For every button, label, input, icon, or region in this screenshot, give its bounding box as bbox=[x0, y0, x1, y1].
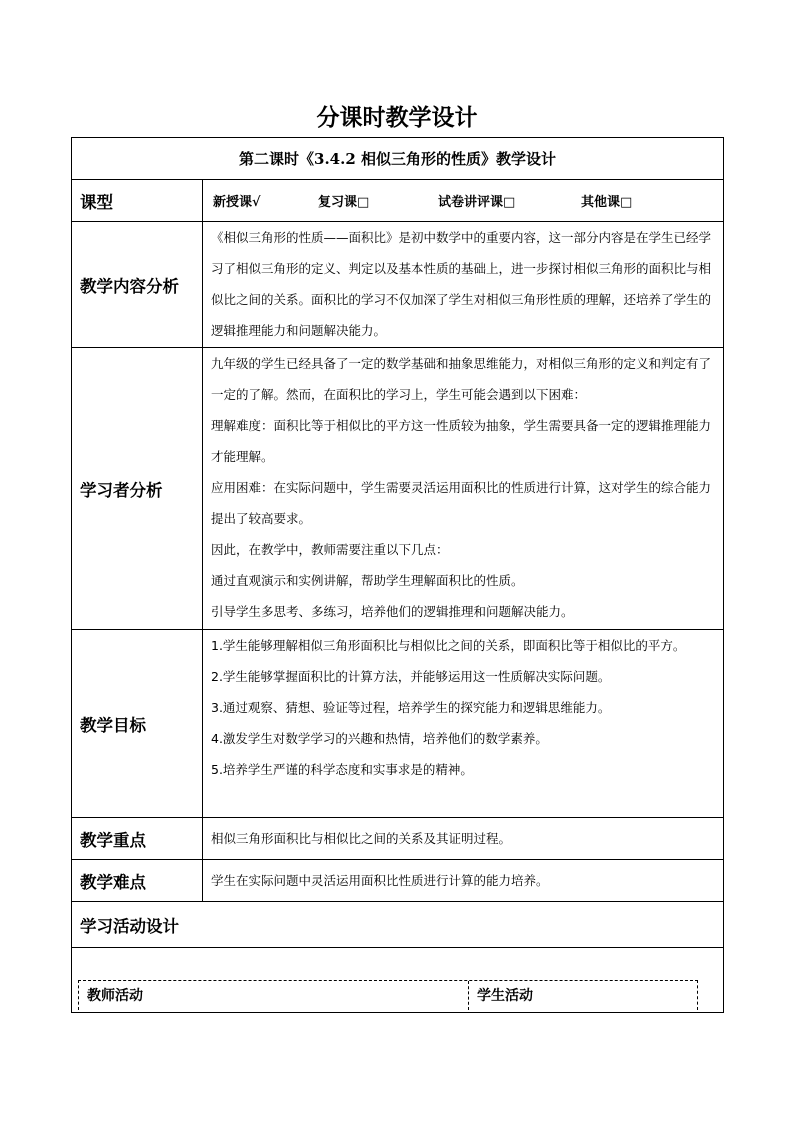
learner-paragraph: 引导学生多思考、多练习，培养他们的逻辑推理和问题解决能力。 bbox=[211, 604, 574, 619]
learner-paragraph: 九年级的学生已经具备了一定的数学基础和抽象思维能力，对相似三角形的定义和判定有了一定的了解。然而，在面积比的学习上，学生可能会遇到以下困难： bbox=[211, 356, 712, 402]
content-analysis-label: 教学内容分析 bbox=[72, 222, 203, 348]
objectives-label: 教学目标 bbox=[72, 630, 203, 818]
difficulties-label: 教学难点 bbox=[72, 860, 203, 902]
student-activity-header: 学生活动 bbox=[477, 988, 533, 1004]
key-points-text: 相似三角形面积比与相似比之间的关系及其证明过程。 bbox=[203, 818, 724, 860]
lesson-design-table bbox=[71, 137, 724, 1013]
learner-paragraph: 因此，在教学中，教师需要注重以下几点： bbox=[211, 542, 449, 557]
key-points-row bbox=[72, 818, 724, 860]
activity-columns bbox=[78, 980, 698, 1010]
learner-analysis-row bbox=[72, 348, 724, 630]
lesson-type-row bbox=[72, 180, 724, 222]
lesson-title-row bbox=[72, 138, 724, 180]
lesson-type-option: 其他课□ bbox=[581, 195, 633, 210]
activity-design-label: 学习活动设计 bbox=[72, 902, 724, 948]
objective-item: 3.通过观察、猜想、验证等过程，培养学生的探究能力和逻辑思维能力。 bbox=[211, 700, 611, 715]
document-title: 分课时教学设计 bbox=[316, 104, 478, 131]
lesson-type-option: 试卷讲评课□ bbox=[438, 195, 516, 210]
activity-design-cell bbox=[72, 948, 724, 1013]
lesson-title: 第二课时《3.4.2 相似三角形的性质》教学设计 bbox=[72, 138, 724, 180]
objective-item: 2.学生能够掌握面积比的计算方法，并能够运用这一性质解决实际问题。 bbox=[211, 669, 611, 684]
learner-paragraph: 理解难度：面积比等于相似比的平方这一性质较为抽象，学生需要具备一定的逻辑推理能力才能理解。 bbox=[211, 418, 712, 464]
content-analysis-text: 《相似三角形的性质——面积比》是初中数学中的重要内容，这一部分内容是在学生已经学习了相似三角形的定义、判定以及基本性质的基础上，进一步探讨相似三角形的面积比与相似比之间的关系。面积比的学习不仅加深了学生对相似三角形性质的理解，还培养了学生的逻辑推理能力和问题解决能力。 bbox=[211, 230, 712, 338]
objective-item: 5.培养学生严谨的科学态度和实事求是的精神。 bbox=[211, 762, 473, 777]
learner-paragraph: 通过直观演示和实例讲解，帮助学生理解面积比的性质。 bbox=[211, 573, 524, 588]
content-analysis-row bbox=[72, 222, 724, 348]
activity-design-row bbox=[72, 948, 724, 1013]
objectives-cell bbox=[203, 630, 724, 818]
learner-paragraph: 应用困难：在实际问题中，学生需要灵活运用面积比的性质进行计算，这对学生的综合能力提出了较高要求。 bbox=[211, 480, 712, 526]
lesson-type-option: 复习课□ bbox=[318, 195, 370, 210]
activity-design-header-row bbox=[72, 902, 724, 948]
objective-item: 1.学生能够理解相似三角形面积比与相似比之间的关系，即面积比等于相似比的平方。 bbox=[211, 638, 686, 653]
objectives-row bbox=[72, 630, 724, 818]
teacher-activity-header: 教师活动 bbox=[79, 981, 469, 1010]
key-points-label: 教学重点 bbox=[72, 818, 203, 860]
lesson-type-label: 课型 bbox=[72, 180, 203, 222]
difficulties-row bbox=[72, 860, 724, 902]
learner-analysis-label: 学习者分析 bbox=[72, 348, 203, 630]
activity-design-area bbox=[72, 948, 723, 1012]
lesson-type-options bbox=[203, 180, 724, 222]
objective-item: 4.激发学生对数学学习的兴趣和热情，培养他们的数学素养。 bbox=[211, 731, 548, 746]
learner-analysis-cell bbox=[203, 348, 724, 630]
content-analysis-cell bbox=[203, 222, 724, 348]
lesson-type-option: 新授课√ bbox=[213, 195, 261, 210]
difficulties-text: 学生在实际问题中灵活运用面积比性质进行计算的能力培养。 bbox=[203, 860, 724, 902]
